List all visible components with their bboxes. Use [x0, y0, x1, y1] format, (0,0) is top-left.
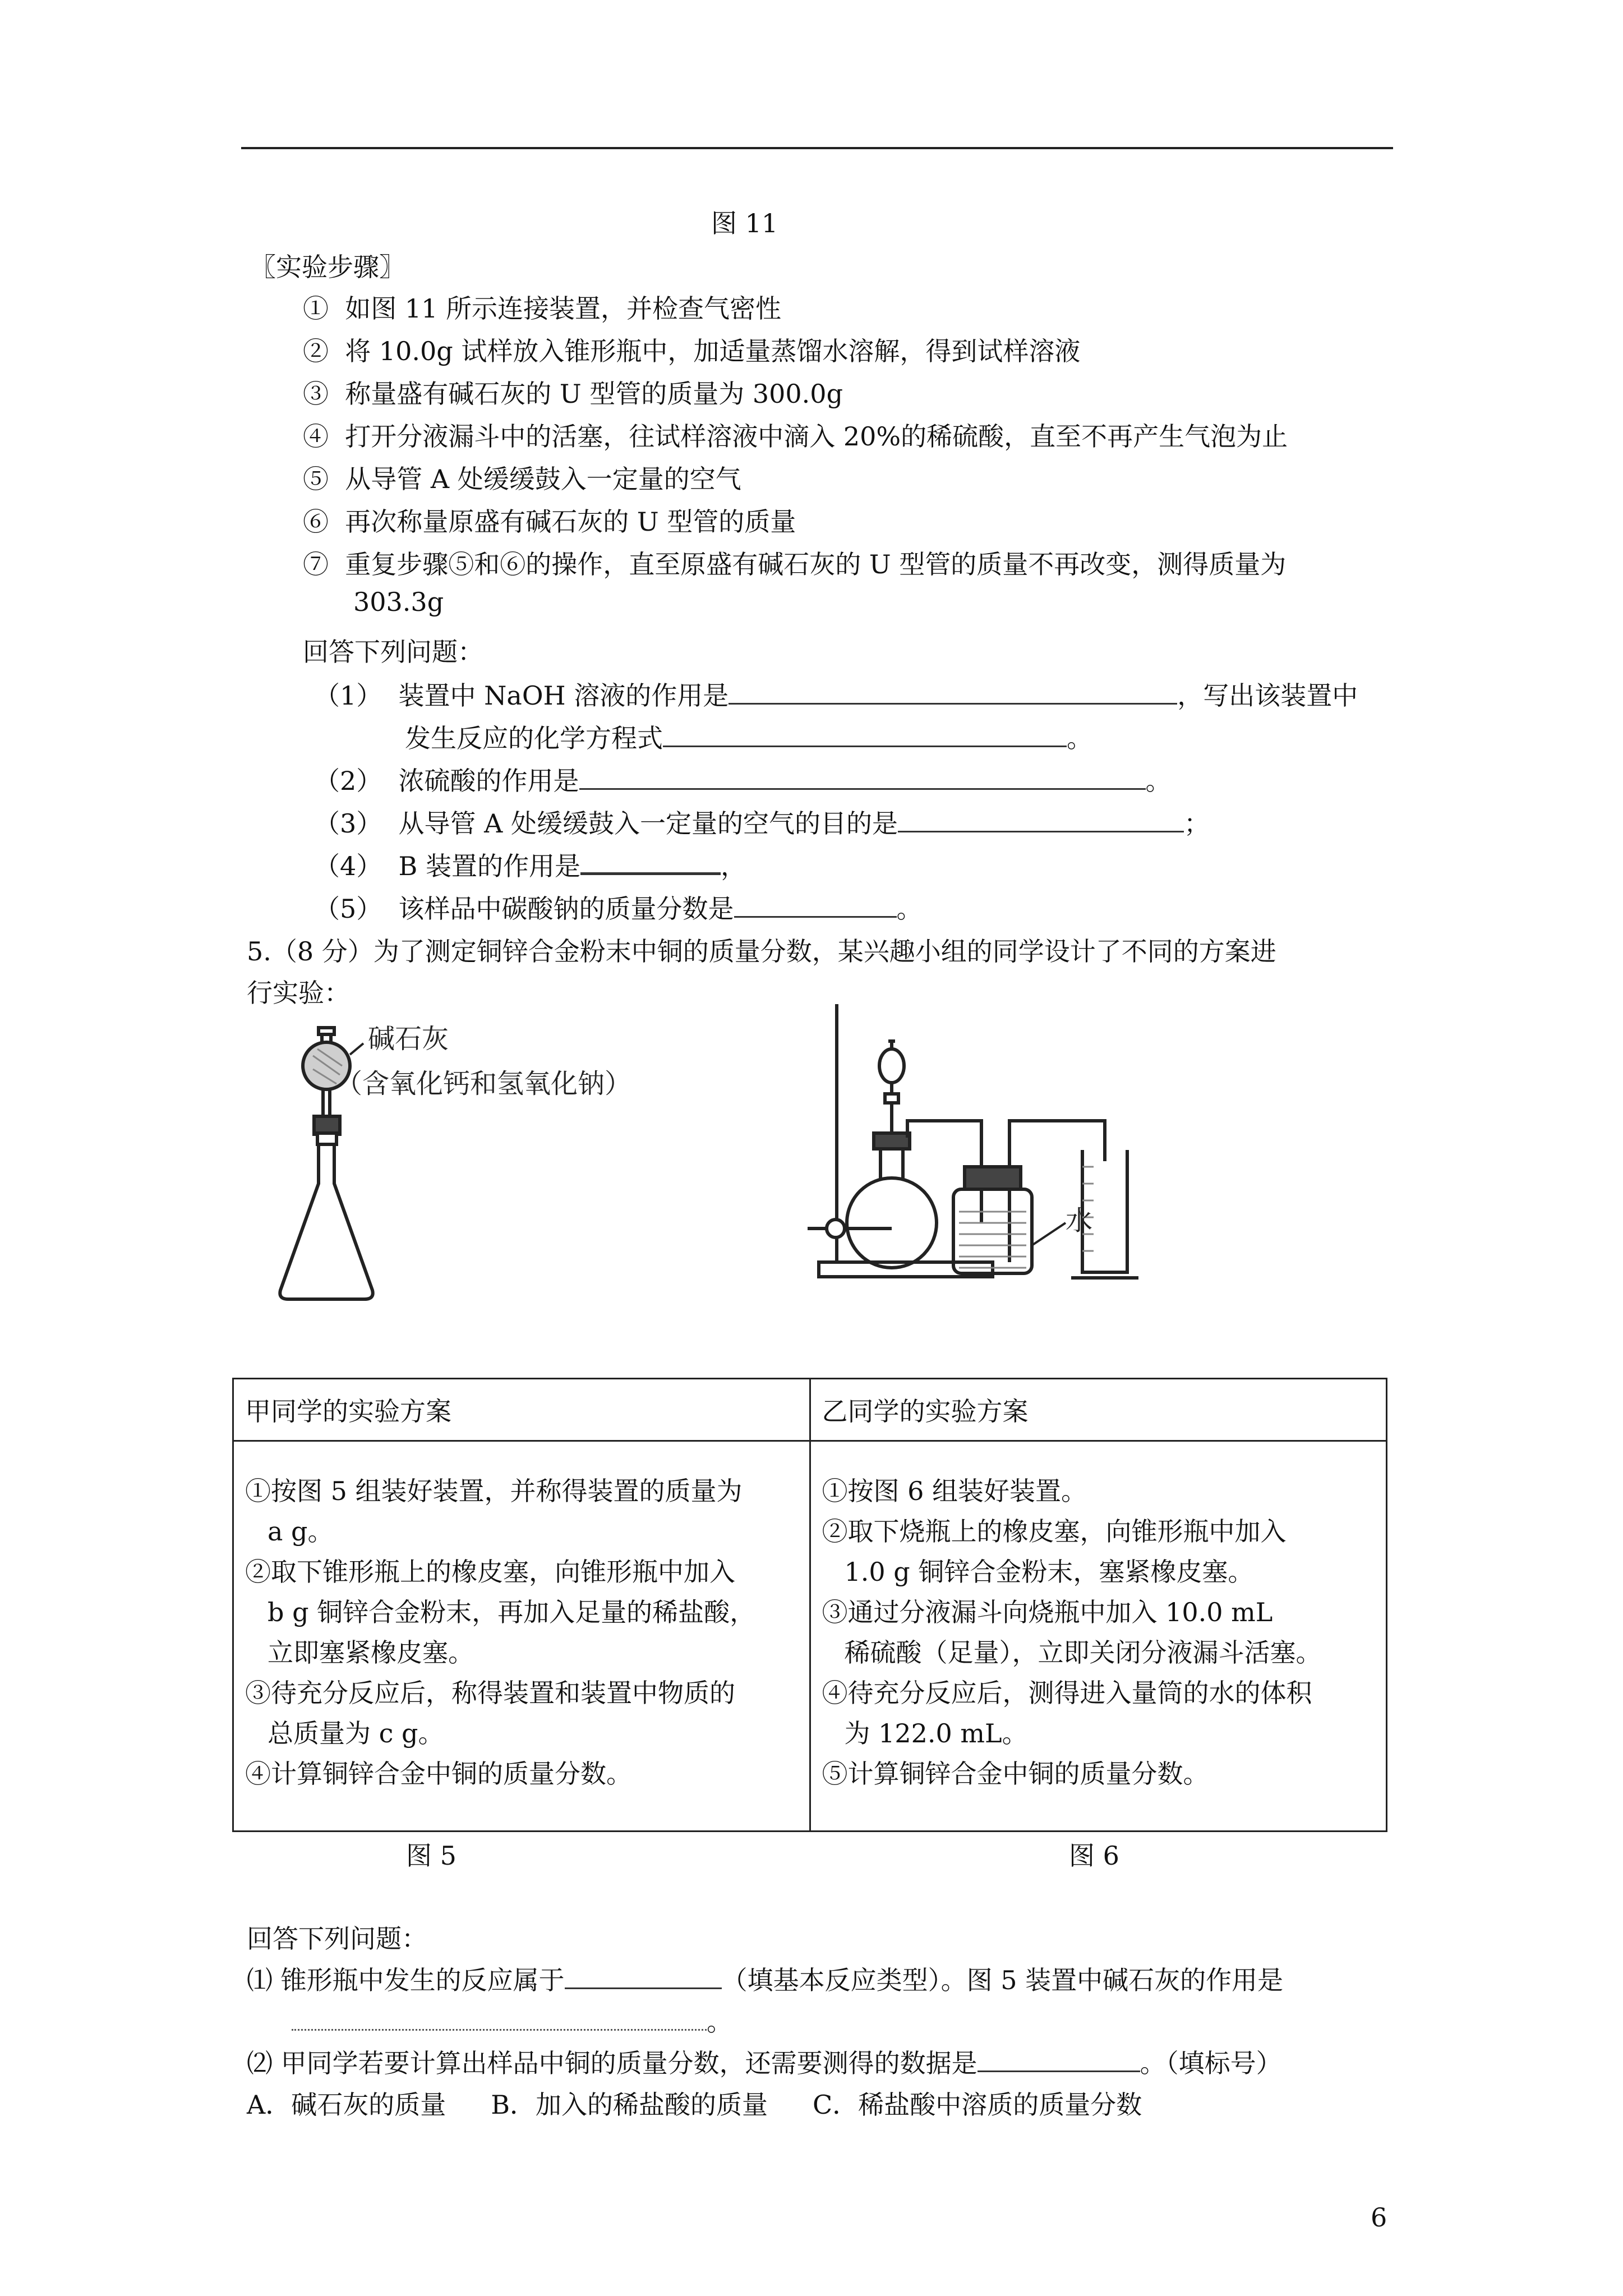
plan-line: 1.0 g 铜锌合金粉末，塞紧橡皮塞。 [844, 1557, 1254, 1587]
step-number: ③ [303, 379, 329, 409]
answer-blank[interactable] [580, 849, 721, 875]
plan-line: 为 122.0 mL。 [844, 1718, 1028, 1749]
step-text: 如图 11 所示连接装置，并检查气密性 [345, 293, 782, 324]
step-number: ⑤ [303, 464, 329, 494]
table-header-right: 乙同学的实验方案 [810, 1379, 1387, 1441]
label-pointer [350, 1043, 363, 1055]
step-number: ① [303, 293, 329, 324]
answer-blank[interactable] [898, 808, 1184, 832]
option-a: A．碱石灰的质量 [247, 2090, 446, 2120]
problem-5-line-2: 行实验： [247, 978, 350, 1008]
drying-tube-cap [319, 1028, 334, 1034]
question-2: （2） 浓硫酸的作用是 。 [314, 766, 1172, 796]
plan-left [233, 1441, 810, 1832]
question-1-line-2: 发生反应的化学方程式 。 [405, 723, 1092, 753]
conical-flask [280, 1144, 372, 1299]
delivery-tube [907, 1121, 981, 1167]
step-number: ⑦ [303, 549, 329, 579]
figure-11-caption: 图 11 [711, 208, 778, 238]
question-2-2: ⑵ 甲同学若要计算出样品中铜的质量分数，还需要测得的数据是 。（填标号） [247, 2048, 1282, 2078]
figure-5-apparatus [269, 1021, 707, 1313]
option-c: C．稀盐酸中溶质的质量分数 [813, 2090, 1142, 2120]
answer-blank[interactable] [734, 893, 897, 918]
answer-blank[interactable] [978, 2047, 1140, 2072]
answer-blank[interactable] [579, 765, 1146, 790]
figure-6-caption: 图 6 [1069, 1841, 1119, 1871]
question-3: （3） 从导管 A 处缓缓鼓入一定量的空气的目的是 ； [314, 808, 1210, 839]
flask-stopper [874, 1133, 910, 1149]
step-6 [303, 501, 796, 539]
step-4 [303, 416, 1288, 453]
plans-table [232, 1378, 1387, 1832]
round-bottom-flask [847, 1178, 937, 1268]
answer-blank[interactable] [728, 680, 1177, 705]
bottle-stopper [965, 1167, 1021, 1189]
question-4: （4） B 装置的作用是 ， [314, 846, 746, 883]
answer-heading: 回答下列问题： [303, 637, 483, 667]
step-number: ⑥ [303, 507, 329, 537]
answer-blank[interactable] [663, 723, 1067, 747]
question-1: （1） 装置中 NaOH 溶液的作用是 ，写出该装置中 [314, 680, 1358, 711]
question-2-1: ⑴ 锥形瓶中发生的反应属于 （填基本反应类型）。图 5 装置中碱石灰的作用是 [247, 1965, 1284, 1995]
plan-line: a g。 [268, 1516, 334, 1547]
step-number: ② [303, 336, 329, 366]
label-pointer [1032, 1223, 1066, 1245]
question-number: （3） [314, 808, 382, 839]
plan-line: ④待充分反应后，测得进入量筒的水的体积 [822, 1678, 1312, 1708]
step-text: 从导管 A 处缓缓鼓入一定量的空气 [345, 464, 741, 494]
plan-line: ③待充分反应后，称得装置和装置中物质的 [245, 1678, 735, 1708]
problem-5-line-1: 5.（8 分）为了测定铜锌合金粉末中铜的质量分数，某兴趣小组的同学设计了不同的方案进 [247, 936, 1276, 967]
plan-line: ①按图 5 组装好装置，并称得装置的质量为 [245, 1476, 743, 1506]
plan-line: ⑤计算铜锌合金中铜的质量分数。 [822, 1759, 1209, 1789]
water-label: 水 [1066, 1205, 1093, 1236]
figure-6-apparatus [802, 999, 1206, 1313]
plan-line: ①按图 6 组装好装置。 [822, 1476, 1087, 1506]
step-text: 称量盛有碱石灰的 U 型管的质量为 300.0g [345, 379, 843, 409]
step-5 [303, 459, 741, 496]
plan-line: b g 铜锌合金粉末，再加入足量的稀盐酸， [268, 1597, 756, 1627]
question-number: （4） [314, 851, 382, 881]
separatory-funnel [879, 1049, 904, 1083]
question-5: （5） 该样品中碳酸钠的质量分数是 。 [314, 894, 923, 924]
question-number: （1） [314, 680, 382, 711]
page-number: 6 [1371, 2202, 1387, 2233]
step-2 [303, 331, 1080, 368]
answer-heading-2: 回答下列问题： [247, 1924, 427, 1954]
outlet-tube [1009, 1121, 1105, 1167]
plan-line: ②取下锥形瓶上的橡皮塞，向锥形瓶中加入 [245, 1557, 735, 1587]
question-number: ⑴ [247, 1965, 273, 1995]
step-text: 打开分液漏斗中的活塞，往试样溶液中滴入 20%的稀硫酸，直至不再产生气泡为止 [345, 421, 1288, 452]
step-text: 重复步骤⑤和⑥的操作，直至原盛有碱石灰的 U 型管的质量不再改变，测得质量为 [345, 549, 1287, 579]
plan-line: 立即塞紧橡皮塞。 [268, 1637, 474, 1668]
question-2-1-line-2: 。 [292, 2001, 732, 2039]
step-3 [303, 374, 843, 411]
plan-line: 稀硫酸（足量），立即关闭分液漏斗活塞。 [844, 1637, 1322, 1668]
table-header-left: 甲同学的实验方案 [233, 1379, 810, 1441]
plan-line: ④计算铜锌合金中铜的质量分数。 [245, 1759, 632, 1789]
question-number: （2） [314, 766, 382, 796]
step-7-continued: 303.3g [353, 587, 444, 617]
question-number: ⑵ [247, 2048, 273, 2078]
step-text: 将 10.0g 试样放入锥形瓶中，加适量蒸馏水溶解，得到试样溶液 [345, 336, 1081, 366]
steps-heading: 〖实验步骤〗 [250, 252, 405, 282]
question-number: （5） [314, 894, 382, 924]
soda-lime-note: （含氧化钙和氢氧化钠） [335, 1068, 632, 1099]
step-7 [303, 544, 1286, 581]
soda-lime-label: 碱石灰 [368, 1023, 449, 1055]
header-rule [241, 147, 1393, 149]
options-row [247, 2085, 1142, 2122]
plan-right [810, 1441, 1387, 1832]
step-1 [303, 288, 781, 325]
figure-5-caption: 图 5 [406, 1841, 457, 1871]
plan-line: ②取下烧瓶上的橡皮塞，向锥形瓶中加入 [822, 1516, 1287, 1547]
answer-blank[interactable] [565, 1964, 722, 1989]
step-number: ④ [303, 421, 329, 452]
plan-line: ③通过分液漏斗向烧瓶中加入 10.0 mL [822, 1597, 1273, 1627]
plan-line: 总质量为 c g。 [268, 1718, 444, 1749]
answer-blank[interactable] [292, 2006, 707, 2031]
step-text: 再次称量原盛有碱石灰的 U 型管的质量 [345, 507, 796, 537]
option-b: B．加入的稀盐酸的质量 [491, 2090, 768, 2120]
